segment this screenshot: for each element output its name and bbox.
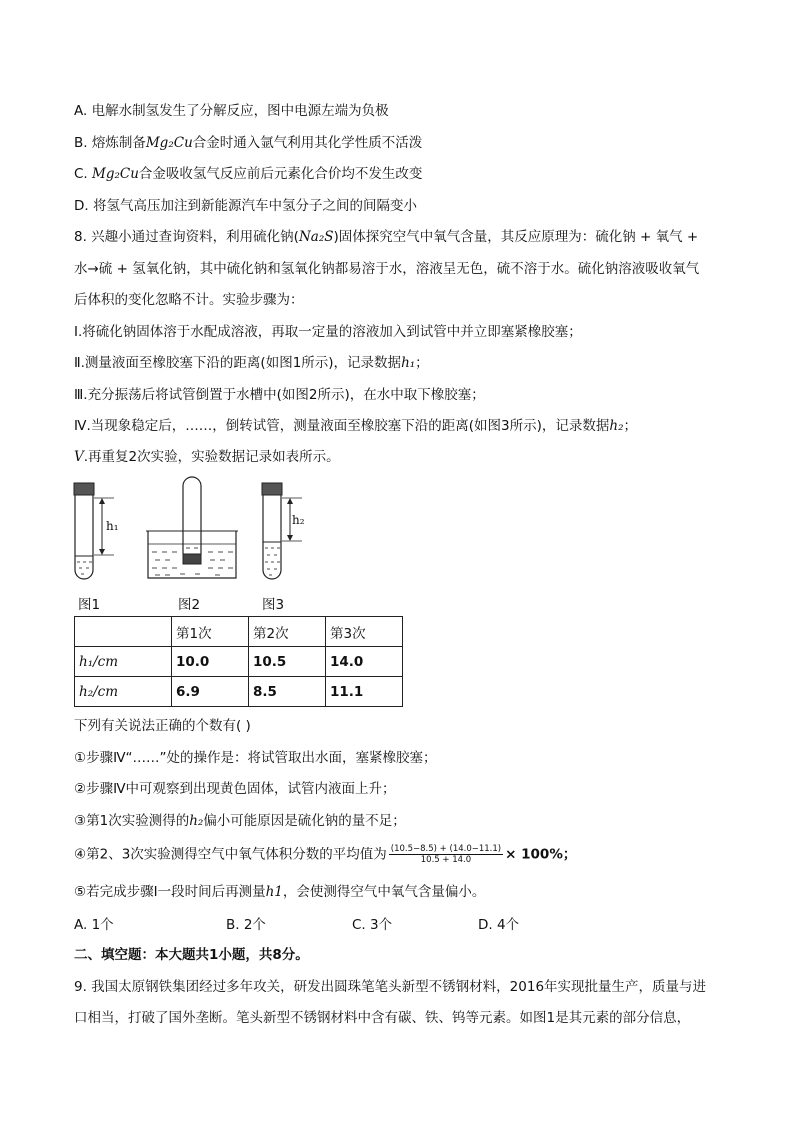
step-5-numeral: V: [74, 449, 84, 465]
q8-stem-line-2: 水→硫 + 氢氧化钠，其中硫化钠和氢氧化钠都易溶于水，溶液呈无色，硫不溶于水。硫化钠溶液吸收氧气: [74, 261, 700, 277]
step-3: Ⅲ.充分振荡后将试管倒置于水槽中(如图2所示)，在水中取下橡胶塞；: [74, 387, 485, 403]
formula-na2s: Na₂S: [298, 229, 334, 245]
step-4-end: ；: [623, 418, 637, 434]
answer-option-d[interactable]: D. 4个: [478, 917, 520, 933]
step-1: Ⅰ.将硫化钠固体溶于水配成溶液，再取一定量的溶液加入到试管中并立即塞紧橡胶塞；: [74, 324, 582, 340]
q9-stem-line-2: 口相当，打破了国外垄断。笔头新型不锈钢材料中含有碳、铁、钨等元素。如图1是其元素的部分信息，: [74, 1010, 691, 1026]
var-h2: h₂: [609, 418, 624, 434]
statement-5-text: ⑤若完成步骤Ⅰ一段时间后再测量: [74, 884, 266, 900]
step-2-end: ；: [415, 355, 429, 371]
fraction-expression: [389, 844, 503, 865]
figure-1-test-tube: [66, 478, 136, 588]
table-row-label: h₂/cm: [75, 677, 172, 707]
step-5-text: .再重复2次实验，实验数据记录如表所示。: [83, 449, 340, 465]
table-cell: 11.1: [326, 677, 403, 707]
option-c-suffix: 合金吸收氢气反应前后元素化合价均不发生改变: [138, 166, 423, 182]
var-h2: h₂: [189, 813, 204, 829]
option-b-line: [74, 133, 422, 153]
table-header-row: [75, 617, 403, 647]
fraction-denominator: 10.5 + 14.0: [420, 855, 472, 865]
statement-5-end: ，会使测得空气中氧气含量偏小。: [282, 884, 486, 900]
answer-option-c[interactable]: C. 3个: [352, 917, 393, 933]
statement-3-text: ③第1次实验测得的: [74, 813, 190, 829]
statement-3: [74, 811, 406, 831]
statement-4-text: ④第2、3次实验测得空气中氧气体积分数的平均值为: [74, 846, 387, 863]
statement-2: ②步骤Ⅳ中可观察到出现黄色固体，试管内液面上升；: [74, 781, 396, 797]
statement-3-end: 偏小可能原因是硫化钠的量不足；: [203, 813, 406, 829]
option-c-line: [74, 164, 422, 184]
data-table: [74, 616, 403, 707]
formula-mg2cu: Mg₂Cu: [92, 166, 139, 182]
formula-mg2cu: Mg₂Cu: [145, 135, 193, 151]
step-4-text: Ⅳ.当现象稳定后，……，倒转试管，测量液面至橡胶塞下沿的距离(如图3所示)，记录数据: [74, 418, 610, 434]
fraction-numerator: (10.5−8.5) + (14.0−11.1): [390, 844, 502, 854]
option-b-prefix: B. 熔炼制备: [74, 135, 146, 151]
h2-label: h₂: [292, 513, 305, 527]
var-h1: h1: [265, 884, 283, 900]
table-header-cell: 第2次: [249, 617, 326, 647]
table-header-cell: 第1次: [172, 617, 249, 647]
option-b-suffix: 合金时通入氩气利用其化学性质不活泼: [192, 135, 423, 151]
q8-stem-line-1: [74, 227, 698, 247]
statement-1: ①步骤Ⅳ“……”处的操作是：将试管取出水面，塞紧橡胶塞；: [74, 750, 437, 766]
table-cell: 10.0: [172, 647, 249, 677]
table-header-cell: 第3次: [326, 617, 403, 647]
figure-2-caption: 图2: [178, 597, 201, 613]
table-row: [75, 677, 403, 707]
section-heading: 二、填空题：本大题共1小题，共8分。: [74, 947, 309, 963]
h1-label: h₁: [106, 519, 119, 533]
step-2: [74, 353, 429, 373]
figure-3-caption: 图3: [262, 597, 285, 613]
step-5: [74, 447, 340, 467]
q8-stem-line-3: 后体积的变化忽略不计。实验步骤为：: [74, 292, 304, 308]
statement-4-end: × 100%；: [505, 846, 577, 863]
statement-4: [74, 844, 576, 865]
option-c-prefix: C.: [74, 166, 93, 182]
step-2-text: Ⅱ.测量液面至橡胶塞下沿的距离(如图1所示)，记录数据: [74, 355, 402, 371]
table-header-cell: [75, 617, 172, 647]
step-4: [74, 416, 637, 436]
option-d-line: D. 将氢气高压加注到新能源汽车中氢分子之间的间隔变小: [74, 198, 417, 214]
figure-1-caption: 图1: [78, 597, 101, 613]
question-prompt: 下列有关说法正确的个数有( ): [74, 718, 251, 734]
table-cell: 10.5: [249, 647, 326, 677]
q9-stem-line-1: 9. 我国太原钢铁集团经过多年攻关，研发出圆珠笔笔头新型不锈钢材料，2016年实现批量生产，质量与进: [74, 979, 707, 995]
table-cell: 14.0: [326, 647, 403, 677]
table-row: [75, 647, 403, 677]
q8-suffix: )固体探究空气中氧气含量，其反应原理为：硫化钠 + 氧气 +: [333, 229, 699, 245]
q8-prefix: 8. 兴趣小通过查询资料，利用硫化钠(: [74, 229, 299, 245]
option-a-line: A. 电解水制氢发生了分解反应，图中电源左端为负极: [74, 103, 389, 119]
answer-option-b[interactable]: B. 2个: [226, 917, 266, 933]
figure-3-test-tube: [254, 478, 324, 588]
statement-5: [74, 882, 485, 902]
table-row-label: h₁/cm: [75, 647, 172, 677]
answer-option-a[interactable]: A. 1个: [74, 917, 114, 933]
table-cell: 6.9: [172, 677, 249, 707]
var-h1: h₁: [401, 355, 416, 371]
figure-2-water-trough: [140, 474, 245, 586]
table-cell: 8.5: [249, 677, 326, 707]
